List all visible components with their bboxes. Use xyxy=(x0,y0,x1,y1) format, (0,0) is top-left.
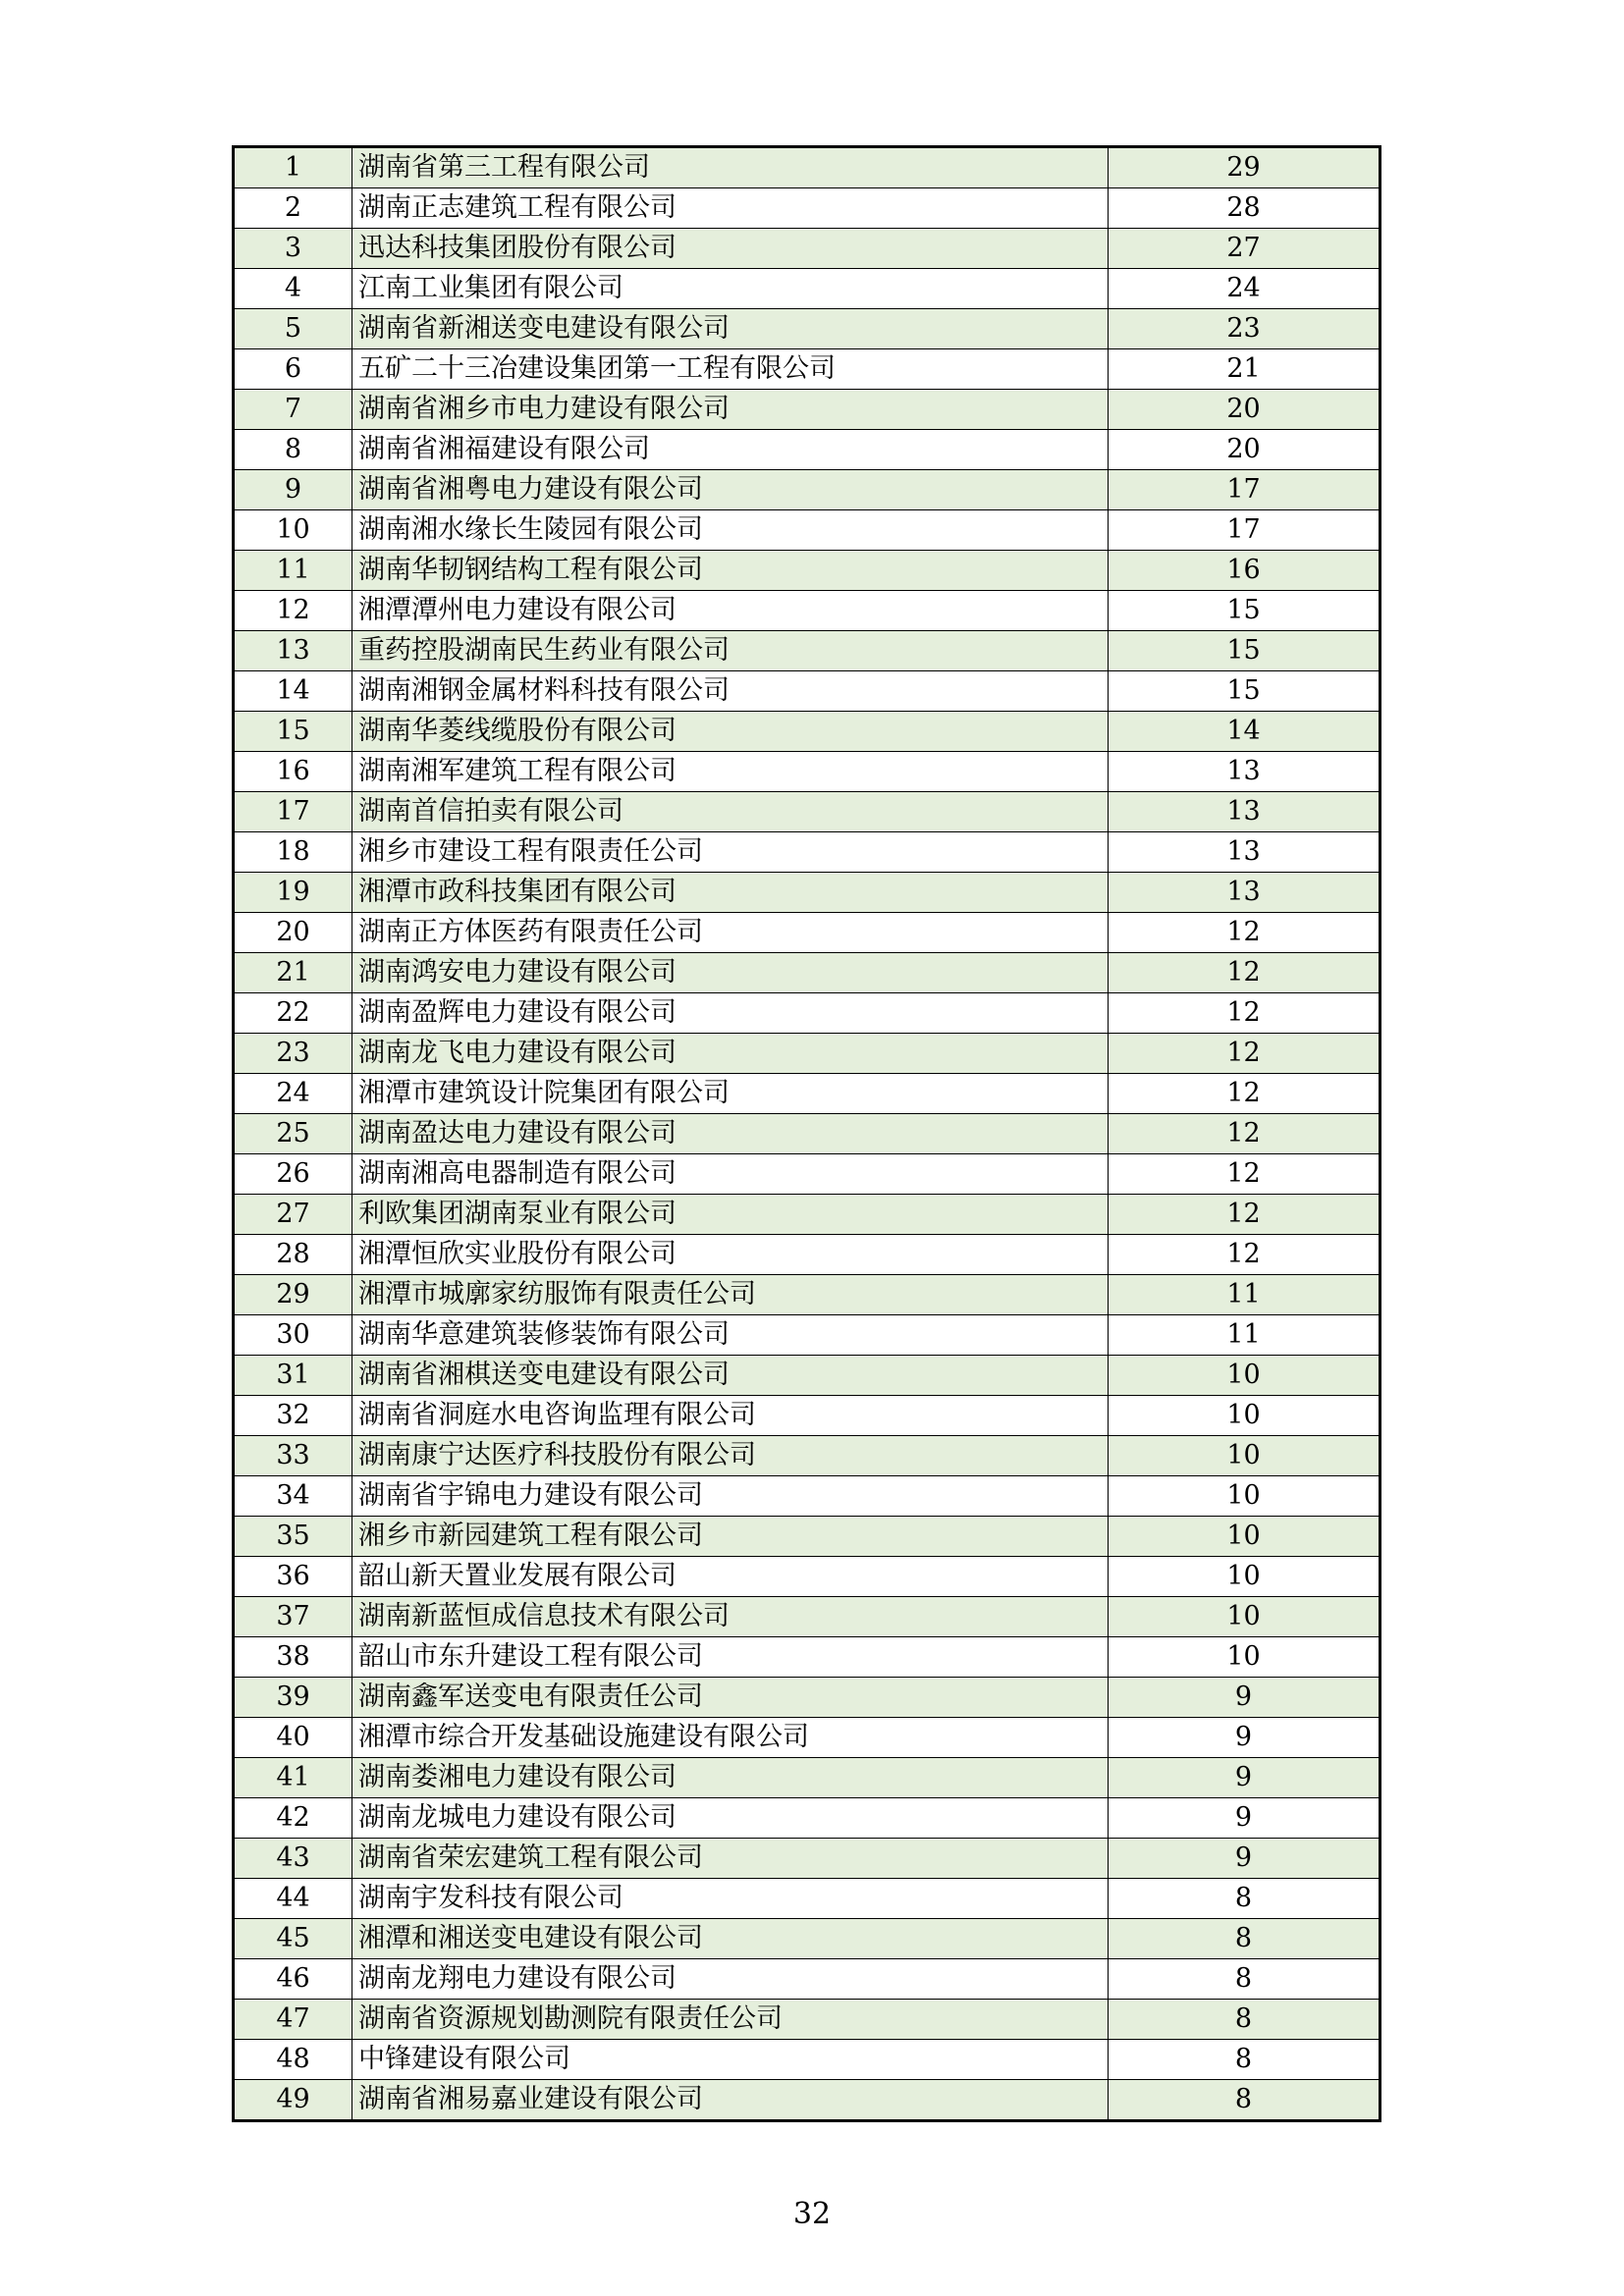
row-number-cell: 15 xyxy=(234,712,352,752)
table-row xyxy=(234,631,1380,671)
company-name-cell: 五矿二十三冶建设集团第一工程有限公司 xyxy=(352,349,1109,390)
row-number-cell: 42 xyxy=(234,1798,352,1839)
row-number-cell: 37 xyxy=(234,1597,352,1637)
table-row xyxy=(234,510,1380,551)
company-name-cell: 湘潭市建筑设计院集团有限公司 xyxy=(352,1074,1109,1114)
company-name-cell: 迅达科技集团股份有限公司 xyxy=(352,229,1109,269)
count-cell: 9 xyxy=(1109,1798,1380,1839)
table-row xyxy=(234,832,1380,873)
company-name-cell: 湖南省宇锦电力建设有限公司 xyxy=(352,1476,1109,1517)
table-row xyxy=(234,1476,1380,1517)
company-name-cell: 湘乡市新园建筑工程有限公司 xyxy=(352,1517,1109,1557)
company-name-cell: 利欧集团湖南泵业有限公司 xyxy=(352,1195,1109,1235)
company-name-cell: 重药控股湖南民生药业有限公司 xyxy=(352,631,1109,671)
company-name-cell: 湖南省第三工程有限公司 xyxy=(352,147,1109,188)
company-name-cell: 湘潭市政科技集团有限公司 xyxy=(352,873,1109,913)
table-row xyxy=(234,309,1380,349)
count-cell: 28 xyxy=(1109,188,1380,229)
table-row xyxy=(234,1034,1380,1074)
count-cell: 12 xyxy=(1109,953,1380,993)
row-number-cell: 43 xyxy=(234,1839,352,1879)
count-cell: 9 xyxy=(1109,1839,1380,1879)
company-ranking-table xyxy=(232,145,1381,2122)
row-number-cell: 14 xyxy=(234,671,352,712)
count-cell: 8 xyxy=(1109,2080,1380,2121)
count-cell: 12 xyxy=(1109,1235,1380,1275)
row-number-cell: 40 xyxy=(234,1718,352,1758)
company-name-cell: 湖南华韧钢结构工程有限公司 xyxy=(352,551,1109,591)
table-row xyxy=(234,1597,1380,1637)
company-name-cell: 湖南省洞庭水电咨询监理有限公司 xyxy=(352,1396,1109,1436)
row-number-cell: 23 xyxy=(234,1034,352,1074)
company-name-cell: 湖南省湘棋送变电建设有限公司 xyxy=(352,1356,1109,1396)
count-cell: 12 xyxy=(1109,1154,1380,1195)
count-cell: 8 xyxy=(1109,1879,1380,1919)
table-row xyxy=(234,470,1380,510)
table-row xyxy=(234,2040,1380,2080)
row-number-cell: 13 xyxy=(234,631,352,671)
row-number-cell: 20 xyxy=(234,913,352,953)
company-name-cell: 中锋建设有限公司 xyxy=(352,2040,1109,2080)
table-row xyxy=(234,147,1380,188)
company-name-cell: 湘潭市综合开发基础设施建设有限公司 xyxy=(352,1718,1109,1758)
row-number-cell: 21 xyxy=(234,953,352,993)
row-number-cell: 17 xyxy=(234,792,352,832)
count-cell: 10 xyxy=(1109,1356,1380,1396)
table-row xyxy=(234,349,1380,390)
table-row xyxy=(234,671,1380,712)
row-number-cell: 38 xyxy=(234,1637,352,1678)
table-row xyxy=(234,1195,1380,1235)
count-cell: 12 xyxy=(1109,1074,1380,1114)
row-number-cell: 22 xyxy=(234,993,352,1034)
table-row xyxy=(234,1114,1380,1154)
company-name-cell: 湖南盈达电力建设有限公司 xyxy=(352,1114,1109,1154)
row-number-cell: 12 xyxy=(234,591,352,631)
company-name-cell: 湖南鸿安电力建设有限公司 xyxy=(352,953,1109,993)
count-cell: 27 xyxy=(1109,229,1380,269)
count-cell: 16 xyxy=(1109,551,1380,591)
count-cell: 20 xyxy=(1109,430,1380,470)
count-cell: 13 xyxy=(1109,752,1380,792)
company-name-cell: 湖南鑫军送变电有限责任公司 xyxy=(352,1678,1109,1718)
table-row xyxy=(234,712,1380,752)
table-row xyxy=(234,551,1380,591)
table-body xyxy=(234,147,1380,2121)
row-number-cell: 46 xyxy=(234,1959,352,2000)
count-cell: 12 xyxy=(1109,1114,1380,1154)
count-cell: 10 xyxy=(1109,1597,1380,1637)
company-name-cell: 湘潭恒欣实业股份有限公司 xyxy=(352,1235,1109,1275)
count-cell: 13 xyxy=(1109,792,1380,832)
row-number-cell: 30 xyxy=(234,1315,352,1356)
page-number: 32 xyxy=(792,2197,832,2231)
row-number-cell: 31 xyxy=(234,1356,352,1396)
company-name-cell: 湖南湘军建筑工程有限公司 xyxy=(352,752,1109,792)
table-row xyxy=(234,1637,1380,1678)
table-row xyxy=(234,1275,1380,1315)
company-name-cell: 湖南正志建筑工程有限公司 xyxy=(352,188,1109,229)
row-number-cell: 4 xyxy=(234,269,352,309)
table-row xyxy=(234,1235,1380,1275)
row-number-cell: 16 xyxy=(234,752,352,792)
count-cell: 12 xyxy=(1109,1034,1380,1074)
table-row xyxy=(234,1798,1380,1839)
company-name-cell: 湖南湘钢金属材料科技有限公司 xyxy=(352,671,1109,712)
row-number-cell: 32 xyxy=(234,1396,352,1436)
company-name-cell: 湖南华意建筑装修装饰有限公司 xyxy=(352,1315,1109,1356)
company-name-cell: 湘潭市城廓家纺服饰有限责任公司 xyxy=(352,1275,1109,1315)
company-name-cell: 湖南省荣宏建筑工程有限公司 xyxy=(352,1839,1109,1879)
table-row xyxy=(234,913,1380,953)
table-row xyxy=(234,269,1380,309)
count-cell: 10 xyxy=(1109,1436,1380,1476)
table-row xyxy=(234,1919,1380,1959)
row-number-cell: 49 xyxy=(234,2080,352,2121)
company-name-cell: 湘潭潭州电力建设有限公司 xyxy=(352,591,1109,631)
table-row xyxy=(234,229,1380,269)
company-name-cell: 湖南省新湘送变电建设有限公司 xyxy=(352,309,1109,349)
count-cell: 8 xyxy=(1109,2000,1380,2040)
table-row xyxy=(234,1758,1380,1798)
count-cell: 8 xyxy=(1109,2040,1380,2080)
row-number-cell: 36 xyxy=(234,1557,352,1597)
row-number-cell: 39 xyxy=(234,1678,352,1718)
count-cell: 12 xyxy=(1109,913,1380,953)
row-number-cell: 34 xyxy=(234,1476,352,1517)
company-name-cell: 湖南省湘粤电力建设有限公司 xyxy=(352,470,1109,510)
company-name-cell: 湖南龙飞电力建设有限公司 xyxy=(352,1034,1109,1074)
row-number-cell: 47 xyxy=(234,2000,352,2040)
table-row xyxy=(234,1356,1380,1396)
table-row xyxy=(234,1557,1380,1597)
company-name-cell: 湖南正方体医药有限责任公司 xyxy=(352,913,1109,953)
row-number-cell: 48 xyxy=(234,2040,352,2080)
count-cell: 29 xyxy=(1109,147,1380,188)
row-number-cell: 41 xyxy=(234,1758,352,1798)
company-name-cell: 江南工业集团有限公司 xyxy=(352,269,1109,309)
row-number-cell: 10 xyxy=(234,510,352,551)
table-row xyxy=(234,1517,1380,1557)
company-name-cell: 湖南龙翔电力建设有限公司 xyxy=(352,1959,1109,2000)
company-name-cell: 湘乡市建设工程有限责任公司 xyxy=(352,832,1109,873)
table-row xyxy=(234,1074,1380,1114)
table-row xyxy=(234,1718,1380,1758)
count-cell: 15 xyxy=(1109,671,1380,712)
row-number-cell: 45 xyxy=(234,1919,352,1959)
table-row xyxy=(234,873,1380,913)
count-cell: 10 xyxy=(1109,1476,1380,1517)
company-name-cell: 湖南湘高电器制造有限公司 xyxy=(352,1154,1109,1195)
company-name-cell: 韶山新天置业发展有限公司 xyxy=(352,1557,1109,1597)
company-name-cell: 湖南省资源规划勘测院有限责任公司 xyxy=(352,2000,1109,2040)
company-name-cell: 湖南新蓝恒成信息技术有限公司 xyxy=(352,1597,1109,1637)
count-cell: 10 xyxy=(1109,1557,1380,1597)
company-name-cell: 湖南省湘乡市电力建设有限公司 xyxy=(352,390,1109,430)
row-number-cell: 26 xyxy=(234,1154,352,1195)
count-cell: 9 xyxy=(1109,1718,1380,1758)
company-name-cell: 湖南盈辉电力建设有限公司 xyxy=(352,993,1109,1034)
company-name-cell: 湖南康宁达医疗科技股份有限公司 xyxy=(352,1436,1109,1476)
count-cell: 10 xyxy=(1109,1396,1380,1436)
count-cell: 23 xyxy=(1109,309,1380,349)
company-name-cell: 湖南省湘福建设有限公司 xyxy=(352,430,1109,470)
count-cell: 8 xyxy=(1109,1959,1380,2000)
count-cell: 13 xyxy=(1109,832,1380,873)
row-number-cell: 29 xyxy=(234,1275,352,1315)
row-number-cell: 9 xyxy=(234,470,352,510)
row-number-cell: 11 xyxy=(234,551,352,591)
row-number-cell: 6 xyxy=(234,349,352,390)
table-row xyxy=(234,2080,1380,2121)
company-name-cell: 湘潭和湘送变电建设有限公司 xyxy=(352,1919,1109,1959)
row-number-cell: 35 xyxy=(234,1517,352,1557)
count-cell: 24 xyxy=(1109,269,1380,309)
count-cell: 10 xyxy=(1109,1637,1380,1678)
row-number-cell: 18 xyxy=(234,832,352,873)
row-number-cell: 1 xyxy=(234,147,352,188)
table-row xyxy=(234,792,1380,832)
count-cell: 12 xyxy=(1109,1195,1380,1235)
count-cell: 15 xyxy=(1109,591,1380,631)
count-cell: 17 xyxy=(1109,510,1380,551)
company-name-cell: 湖南首信拍卖有限公司 xyxy=(352,792,1109,832)
table-row xyxy=(234,1396,1380,1436)
table-row xyxy=(234,591,1380,631)
row-number-cell: 44 xyxy=(234,1879,352,1919)
count-cell: 11 xyxy=(1109,1315,1380,1356)
table-row xyxy=(234,1678,1380,1718)
row-number-cell: 33 xyxy=(234,1436,352,1476)
row-number-cell: 7 xyxy=(234,390,352,430)
company-name-cell: 湖南省湘易嘉业建设有限公司 xyxy=(352,2080,1109,2121)
table-row xyxy=(234,2000,1380,2040)
count-cell: 10 xyxy=(1109,1517,1380,1557)
table-row xyxy=(234,390,1380,430)
table-row xyxy=(234,1839,1380,1879)
company-name-cell: 湖南宇发科技有限公司 xyxy=(352,1879,1109,1919)
table-row xyxy=(234,430,1380,470)
count-cell: 11 xyxy=(1109,1275,1380,1315)
count-cell: 14 xyxy=(1109,712,1380,752)
row-number-cell: 27 xyxy=(234,1195,352,1235)
table-row xyxy=(234,1879,1380,1919)
table-row xyxy=(234,752,1380,792)
company-name-cell: 韶山市东升建设工程有限公司 xyxy=(352,1637,1109,1678)
count-cell: 13 xyxy=(1109,873,1380,913)
row-number-cell: 25 xyxy=(234,1114,352,1154)
row-number-cell: 2 xyxy=(234,188,352,229)
table-row xyxy=(234,188,1380,229)
company-table-container xyxy=(232,145,1379,2122)
company-name-cell: 湖南华菱线缆股份有限公司 xyxy=(352,712,1109,752)
count-cell: 15 xyxy=(1109,631,1380,671)
row-number-cell: 28 xyxy=(234,1235,352,1275)
row-number-cell: 5 xyxy=(234,309,352,349)
company-name-cell: 湖南娄湘电力建设有限公司 xyxy=(352,1758,1109,1798)
row-number-cell: 8 xyxy=(234,430,352,470)
count-cell: 8 xyxy=(1109,1919,1380,1959)
company-name-cell: 湖南湘水缘长生陵园有限公司 xyxy=(352,510,1109,551)
company-name-cell: 湖南龙城电力建设有限公司 xyxy=(352,1798,1109,1839)
table-row xyxy=(234,993,1380,1034)
row-number-cell: 24 xyxy=(234,1074,352,1114)
table-row xyxy=(234,1959,1380,2000)
count-cell: 9 xyxy=(1109,1678,1380,1718)
count-cell: 9 xyxy=(1109,1758,1380,1798)
count-cell: 20 xyxy=(1109,390,1380,430)
table-row xyxy=(234,1315,1380,1356)
table-row xyxy=(234,1436,1380,1476)
table-row xyxy=(234,1154,1380,1195)
count-cell: 12 xyxy=(1109,993,1380,1034)
row-number-cell: 19 xyxy=(234,873,352,913)
count-cell: 17 xyxy=(1109,470,1380,510)
table-row xyxy=(234,953,1380,993)
row-number-cell: 3 xyxy=(234,229,352,269)
count-cell: 21 xyxy=(1109,349,1380,390)
